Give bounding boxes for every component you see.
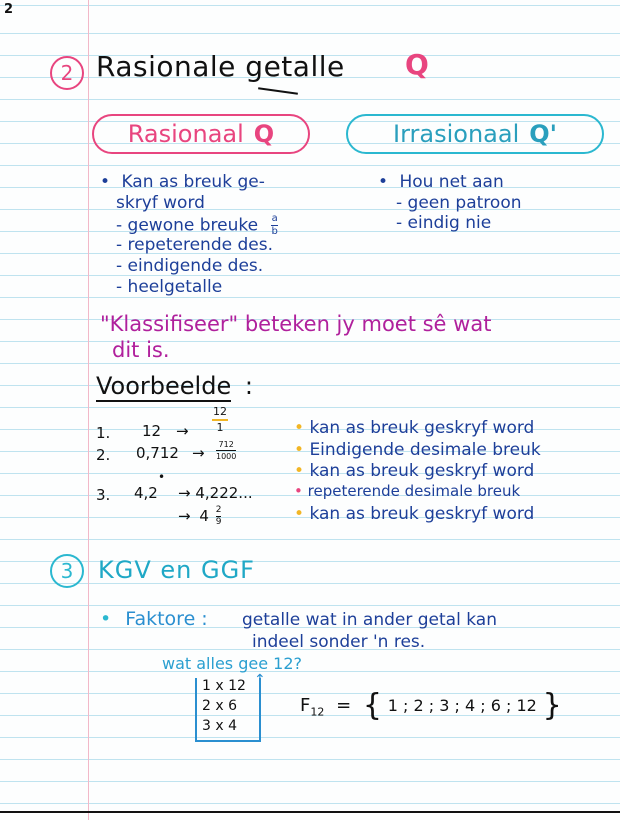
factor-row: 3 x 4 xyxy=(202,718,237,734)
rational-bullet xyxy=(100,172,265,192)
section-title xyxy=(96,50,345,83)
bottom-rule xyxy=(0,811,620,813)
section-title-text: Rasionale getalle xyxy=(96,50,345,83)
example1-number: 1. xyxy=(96,424,111,442)
irrational-bullet xyxy=(378,172,504,192)
yellow-dot-icon: • xyxy=(294,440,305,460)
frac-den: 9 xyxy=(215,517,222,527)
example1-note xyxy=(294,418,534,438)
section3-number: 3 xyxy=(60,559,74,583)
frac-den: 1000 xyxy=(216,452,237,461)
factor-set xyxy=(300,688,562,723)
section-number-circle xyxy=(50,56,84,90)
title-underline-stroke xyxy=(258,87,298,95)
bullet-dot: • xyxy=(100,172,111,192)
rational-bracket-symbol: Q xyxy=(253,120,275,148)
example1-value: 12 xyxy=(142,422,162,440)
section3-title: KGV en GGF xyxy=(98,556,255,584)
rational-sub1-text: - gewone breuke xyxy=(116,215,259,236)
arrow-icon: → xyxy=(192,444,205,462)
rational-line1: Kan as breuk ge- xyxy=(121,172,265,192)
example3-expansion-text: 4,222... xyxy=(195,484,253,502)
rational-bracket xyxy=(92,114,310,154)
irrational-sub2: - eindig nie xyxy=(396,213,492,233)
page-number: 2 xyxy=(4,2,14,17)
frac-num: 2 xyxy=(215,505,222,515)
irrational-bracket xyxy=(346,114,604,154)
classify-line2: dit is. xyxy=(112,338,170,362)
irrational-label: Irrasionaal xyxy=(393,120,520,148)
set-equals: = xyxy=(336,695,352,716)
frac-num: 712 xyxy=(218,440,234,449)
examples-colon: : xyxy=(244,372,253,400)
example2-note xyxy=(294,440,541,460)
irrational-bracket-symbol: Q' xyxy=(529,120,557,148)
examples-heading-text: Voorbeelde xyxy=(96,372,232,400)
example3-expansion xyxy=(178,484,253,502)
factors-def-line1: getalle wat in ander getal kan xyxy=(242,610,497,630)
example2-note2 xyxy=(294,461,534,481)
mixed-whole: 4 xyxy=(199,507,209,525)
factor-row: 2 x 6 xyxy=(202,698,237,714)
irrational-sub1: - geen patroon xyxy=(396,193,522,213)
rational-line2: skryf word xyxy=(116,193,205,213)
gewone-breuk-fraction xyxy=(271,214,277,237)
section-number: 2 xyxy=(60,61,74,85)
frac-bar xyxy=(216,450,236,451)
factors-def-line2: indeel sonder 'n res. xyxy=(252,632,426,652)
example3-note2 xyxy=(294,504,534,524)
frac xyxy=(216,440,236,461)
left-brace: { xyxy=(362,688,383,723)
classify-line1: "Klassifiseer" beteken jy moet sê wat xyxy=(100,312,492,336)
frac-num: a xyxy=(271,213,278,224)
bullet-dot: • xyxy=(378,172,389,192)
frac xyxy=(212,406,228,434)
set-values: 1 ; 2 ; 3 ; 4 ; 6 ; 12 xyxy=(387,696,537,715)
yellow-dot-icon: • xyxy=(294,461,305,481)
example1-fraction xyxy=(212,406,228,434)
frac-den: 1 xyxy=(216,421,224,434)
arrow-icon: → xyxy=(178,484,191,502)
frac-den: b xyxy=(271,226,278,237)
frac xyxy=(216,506,222,527)
rational-sub3: - eindigende des. xyxy=(116,256,264,276)
example2-number: 2. xyxy=(96,446,111,464)
set-subscript: 12 xyxy=(310,705,325,719)
factors-question: wat alles gee 12? xyxy=(162,654,302,673)
example3-value xyxy=(134,484,158,502)
right-brace: } xyxy=(542,688,562,723)
rational-sub2: - repeterende des. xyxy=(116,235,274,255)
example3-number: 3. xyxy=(96,486,111,504)
example3-note-text: repeterende desimale breuk xyxy=(307,482,521,500)
set-label: F xyxy=(300,695,311,716)
factor-row: 1 x 12 xyxy=(202,678,246,694)
margin-line xyxy=(88,0,89,820)
yellow-dot-icon: • xyxy=(294,504,305,524)
pink-dot-icon: • xyxy=(294,482,303,500)
irrational-line1: Hou net aan xyxy=(399,172,504,192)
example3-note xyxy=(294,482,520,500)
rational-sub4: - heelgetalle xyxy=(116,277,223,297)
rational-label: Rasionaal xyxy=(127,120,244,148)
example2-fraction xyxy=(216,440,236,461)
example3-note2-text: kan as breuk geskryf word xyxy=(309,504,535,524)
frac-num: 12 xyxy=(213,405,227,418)
rational-sub1 xyxy=(116,214,278,237)
arrow-icon: → xyxy=(178,507,191,525)
example2-arrow xyxy=(192,444,205,462)
example2-note-text: Eindigende desimale breuk xyxy=(309,440,541,460)
yellow-dot-icon: • xyxy=(294,418,305,438)
factor-pairs xyxy=(202,676,246,736)
bullet-dot: • xyxy=(100,608,112,630)
example1-note-text: kan as breuk geskryf word xyxy=(309,418,535,438)
example2-note2-text: kan as breuk geskryf word xyxy=(309,461,535,481)
factors-label xyxy=(100,608,208,630)
rational-symbol: Q xyxy=(405,48,429,81)
factors-label-text: Faktore : xyxy=(125,608,208,630)
example3-mixed xyxy=(178,506,221,527)
up-arrow-icon: ↑ xyxy=(254,672,266,688)
example1-arrow xyxy=(176,422,189,440)
repeat-dot: • xyxy=(158,470,166,484)
examples-heading xyxy=(96,372,253,400)
section3-number-circle xyxy=(50,554,84,588)
example2-value: 0,712 xyxy=(136,444,179,462)
example3-value-text: 4,2 xyxy=(134,484,158,502)
arrow-icon: → xyxy=(176,422,189,440)
